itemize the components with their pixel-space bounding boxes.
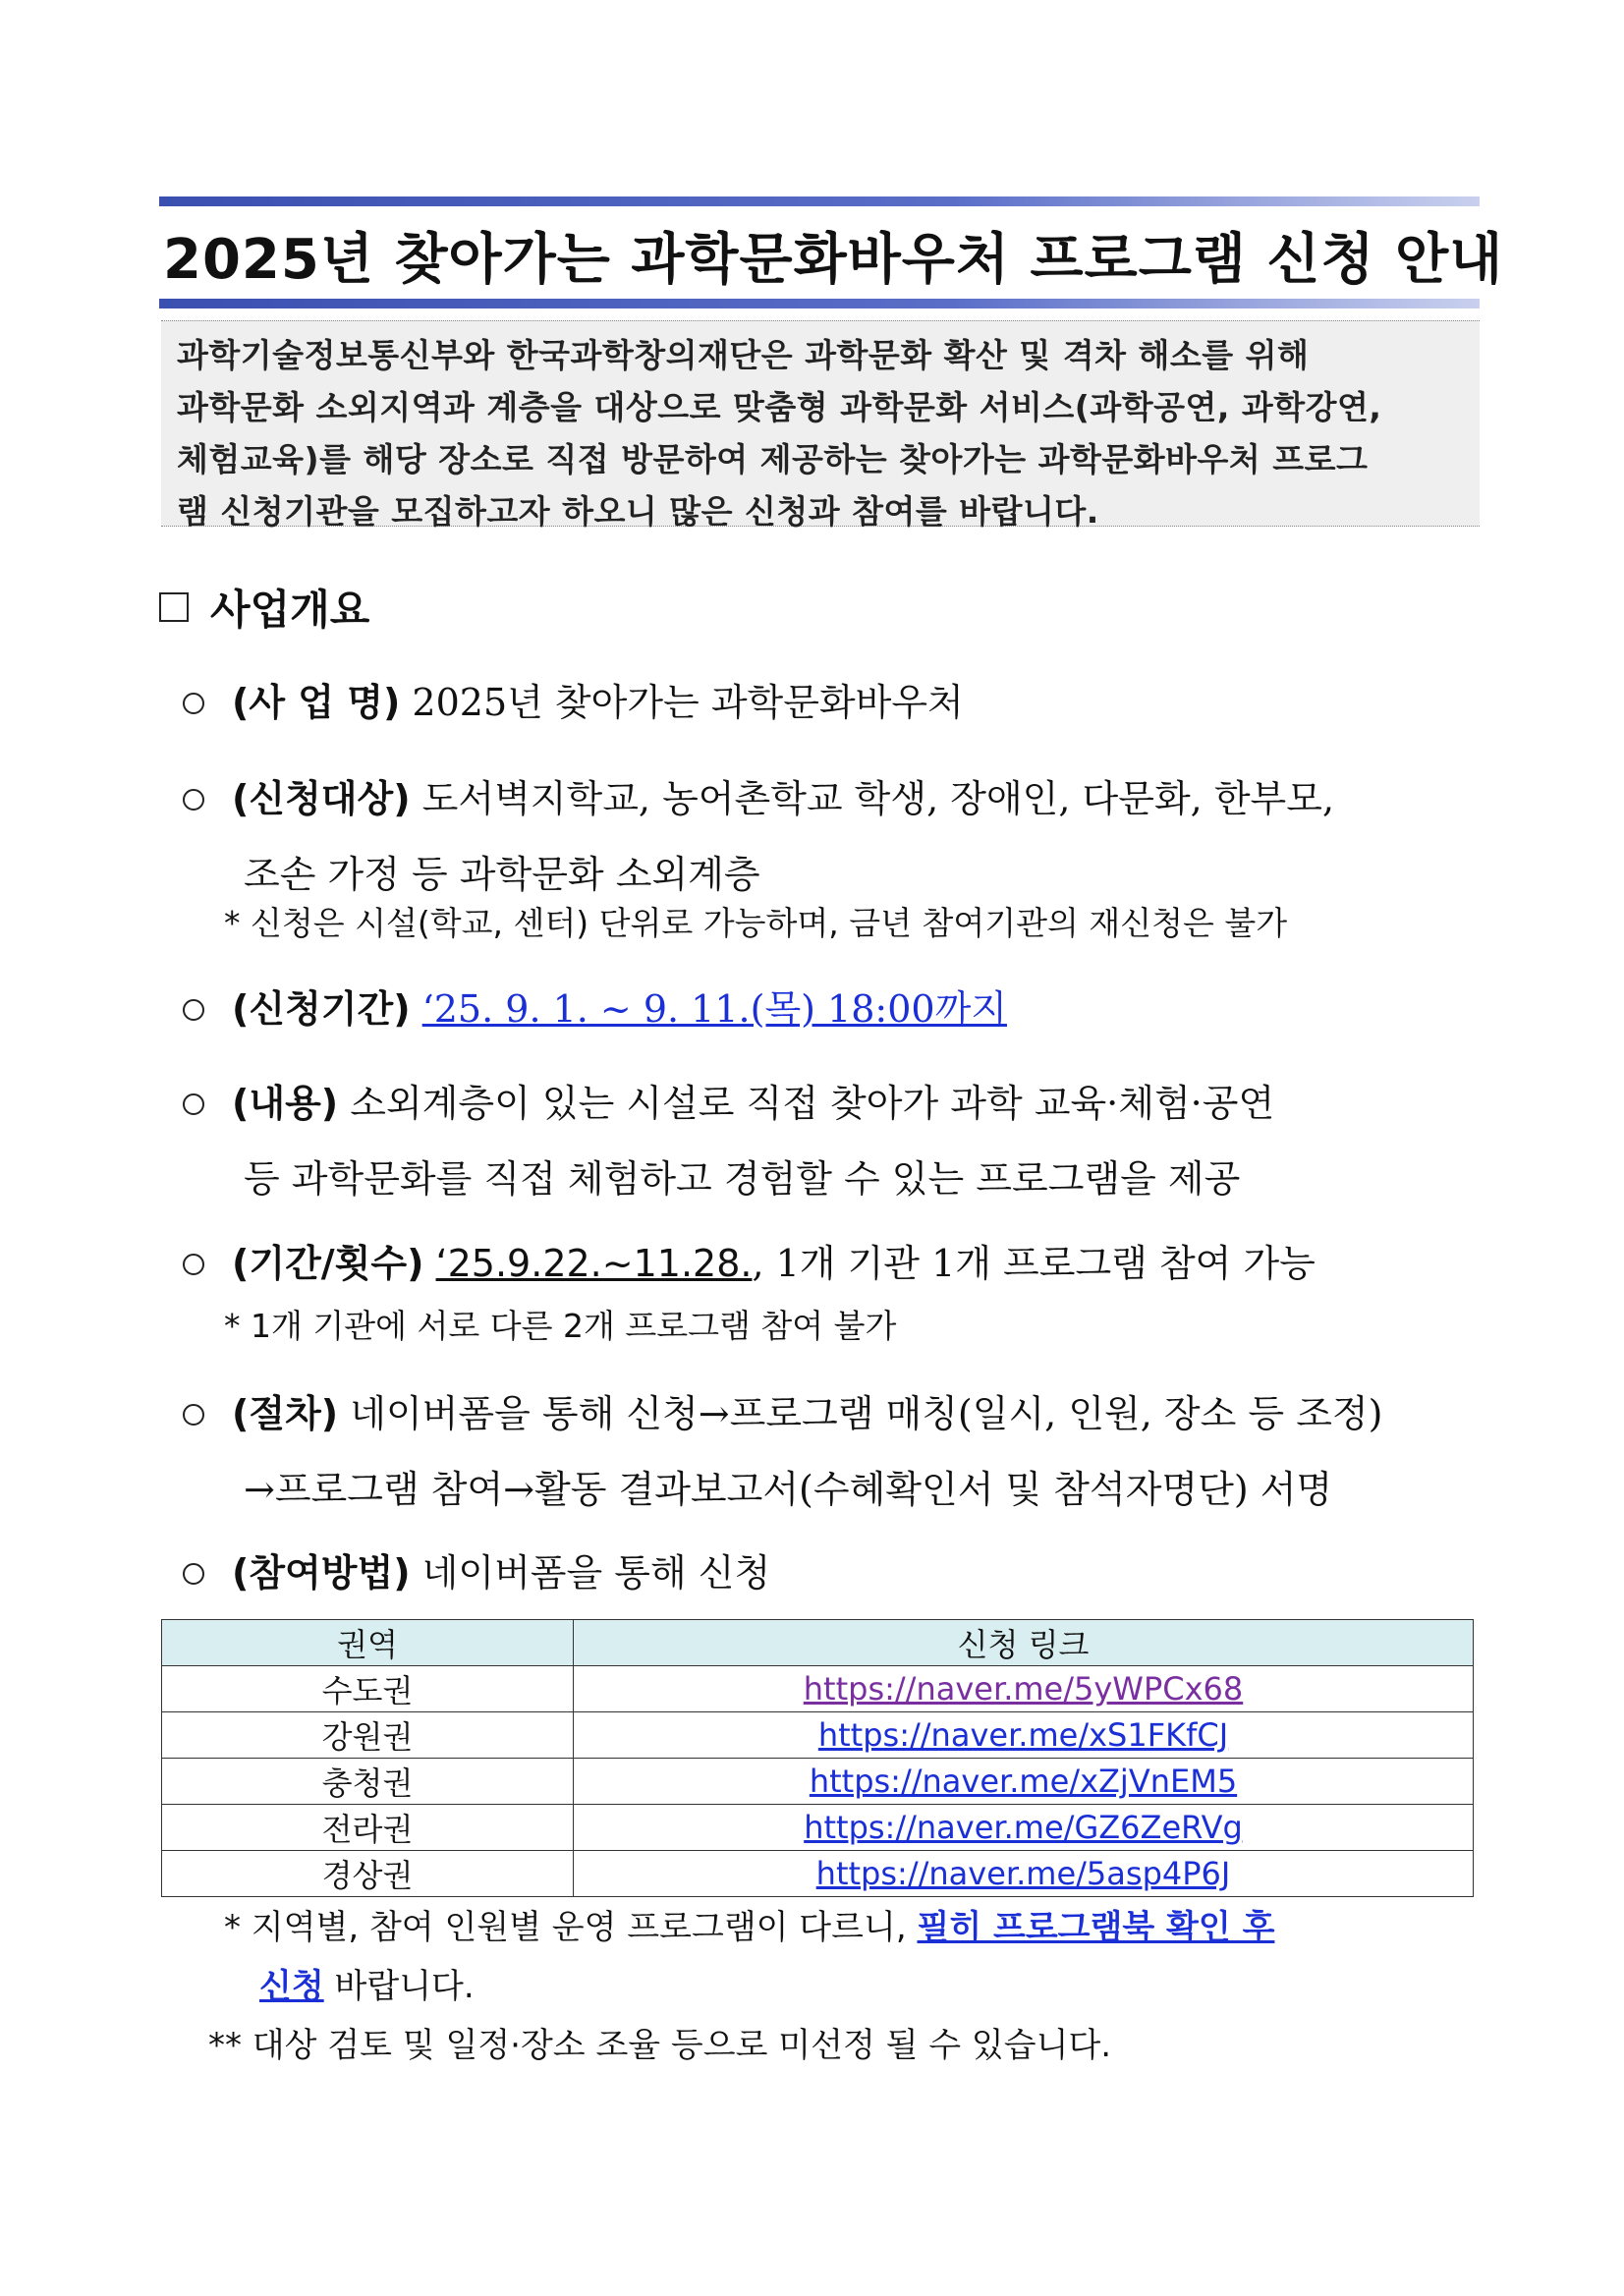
intro-line: 과학기술정보통신부와 한국과학창의재단은 과학문화 확산 및 격차 해소를 위해	[177, 336, 1310, 374]
target-note: * 신청은 시설(학교, 센터) 단위로 가능하며, 금년 참여기관의 재신청은 불가	[224, 904, 1288, 942]
circle-bullet-icon	[183, 1093, 204, 1115]
footnote-highlight: 필히 프로그램북 확인 후	[917, 1908, 1275, 1947]
circle-bullet-icon	[183, 789, 204, 811]
signup-link[interactable]: https://naver.me/xS1FKfCJ	[817, 1716, 1229, 1754]
period-dates: ‘25. 9. 1. ~ 9. 11.(목) 18:00까지	[421, 987, 1007, 1031]
circle-bullet-icon	[183, 1254, 204, 1275]
item-lead: (참여방법)	[232, 1551, 411, 1595]
item-target	[183, 768, 1334, 898]
region-link-table	[161, 1619, 1474, 1897]
table-header-region: 권역	[162, 1620, 574, 1666]
circle-bullet-icon	[183, 999, 204, 1021]
item-duration	[183, 1233, 1316, 1287]
item-text: , 1개 기관 1개 프로그램 참여 가능	[752, 1242, 1316, 1285]
intro-line: 램 신청기관을 모집하고자 하오니 많은 신청과 참여를 바랍니다.	[177, 492, 1099, 531]
item-period	[183, 979, 1007, 1033]
item-business-name	[183, 672, 964, 726]
intro-line: 체험교육)를 해당 장소로 직접 방문하여 제공하는 찾아가는 과학문화바우처 프로그	[177, 440, 1369, 478]
checkbox-square-icon	[159, 592, 189, 622]
item-lead: (신청기간)	[232, 987, 411, 1031]
item-continuation: 조손 가정 등 과학문화 소외계층	[244, 853, 760, 896]
title-top-bar	[159, 196, 1480, 206]
signup-link[interactable]: https://naver.me/5yWPCx68	[803, 1670, 1244, 1708]
item-lead: (절차)	[232, 1392, 339, 1435]
title-bottom-bar	[159, 299, 1480, 308]
signup-link[interactable]: https://naver.me/GZ6ZeRVg	[804, 1809, 1243, 1846]
item-lead: (기간/횟수)	[232, 1242, 424, 1285]
table-row	[162, 1666, 1474, 1712]
item-continuation: 등 과학문화를 직접 체험하고 경험할 수 있는 프로그램을 제공	[244, 1157, 1241, 1201]
circle-bullet-icon	[183, 1563, 204, 1585]
region-cell: 수도권	[162, 1666, 574, 1712]
table-header-row	[162, 1620, 1474, 1666]
region-cell: 경상권	[162, 1851, 574, 1897]
region-cell: 전라권	[162, 1805, 574, 1851]
table-row	[162, 1805, 1474, 1851]
footnote-2: ** 대상 검토 및 일정·장소 조율 등으로 미선정 될 수 있습니다.	[208, 2026, 1112, 2065]
item-text: 네이버폼을 통해 신청	[410, 1551, 771, 1595]
page-title: 2025년 찾아가는 과학문화바우처 프로그램 신청 안내	[163, 228, 1504, 292]
item-lead: (신청대상)	[232, 777, 411, 820]
section-heading	[159, 578, 369, 637]
footnote-text: 바랍니다.	[323, 1967, 475, 2006]
duration-note: * 1개 기관에 서로 다른 2개 프로그램 참여 불가	[224, 1307, 897, 1345]
signup-link[interactable]: https://naver.me/5asp4P6J	[815, 1855, 1231, 1892]
region-cell: 강원권	[162, 1712, 574, 1759]
section-title: 사업개요	[210, 586, 370, 634]
item-continuation: →프로그램 참여→활동 결과보고서(수혜확인서 및 참석자명단) 서명	[244, 1468, 1333, 1511]
item-method	[183, 1542, 770, 1596]
footnote-1	[224, 1900, 1274, 1948]
intro-box	[161, 320, 1480, 531]
footnote-text: * 지역별, 참여 인원별 운영 프로그램이 다르니,	[224, 1908, 918, 1947]
footnote-1-cont	[259, 1959, 475, 2007]
duration-dates: ‘25.9.22.~11.28.	[435, 1242, 753, 1285]
title-block	[159, 196, 1504, 308]
item-lead: (사 업 명)	[232, 681, 401, 724]
intro-line: 과학문화 소외지역과 계층을 대상으로 맞춤형 과학문화 서비스(과학공연, 과학강연,	[177, 388, 1382, 426]
item-lead: (내용)	[232, 1082, 339, 1125]
footnote-highlight: 신청	[259, 1967, 324, 2006]
table-row	[162, 1759, 1474, 1805]
circle-bullet-icon	[183, 693, 204, 714]
item-text: 네이버폼을 통해 신청→프로그램 매칭(일시, 인원, 장소 등 조정)	[338, 1392, 1383, 1435]
table-row	[162, 1712, 1474, 1759]
circle-bullet-icon	[183, 1404, 204, 1426]
region-cell: 충청권	[162, 1759, 574, 1805]
item-text: 소외계층이 있는 시설로 직접 찾아가 과학 교육·체험·공연	[338, 1082, 1275, 1125]
table-row	[162, 1851, 1474, 1897]
item-text: 도서벽지학교, 농어촌학교 학생, 장애인, 다문화, 한부모,	[410, 777, 1335, 820]
signup-link[interactable]: https://naver.me/xZjVnEM5	[809, 1763, 1238, 1800]
item-text: 2025년 찾아가는 과학문화바우처	[400, 681, 964, 724]
table-header-link: 신청 링크	[574, 1620, 1474, 1666]
item-content	[183, 1073, 1274, 1203]
item-procedure	[183, 1383, 1382, 1513]
